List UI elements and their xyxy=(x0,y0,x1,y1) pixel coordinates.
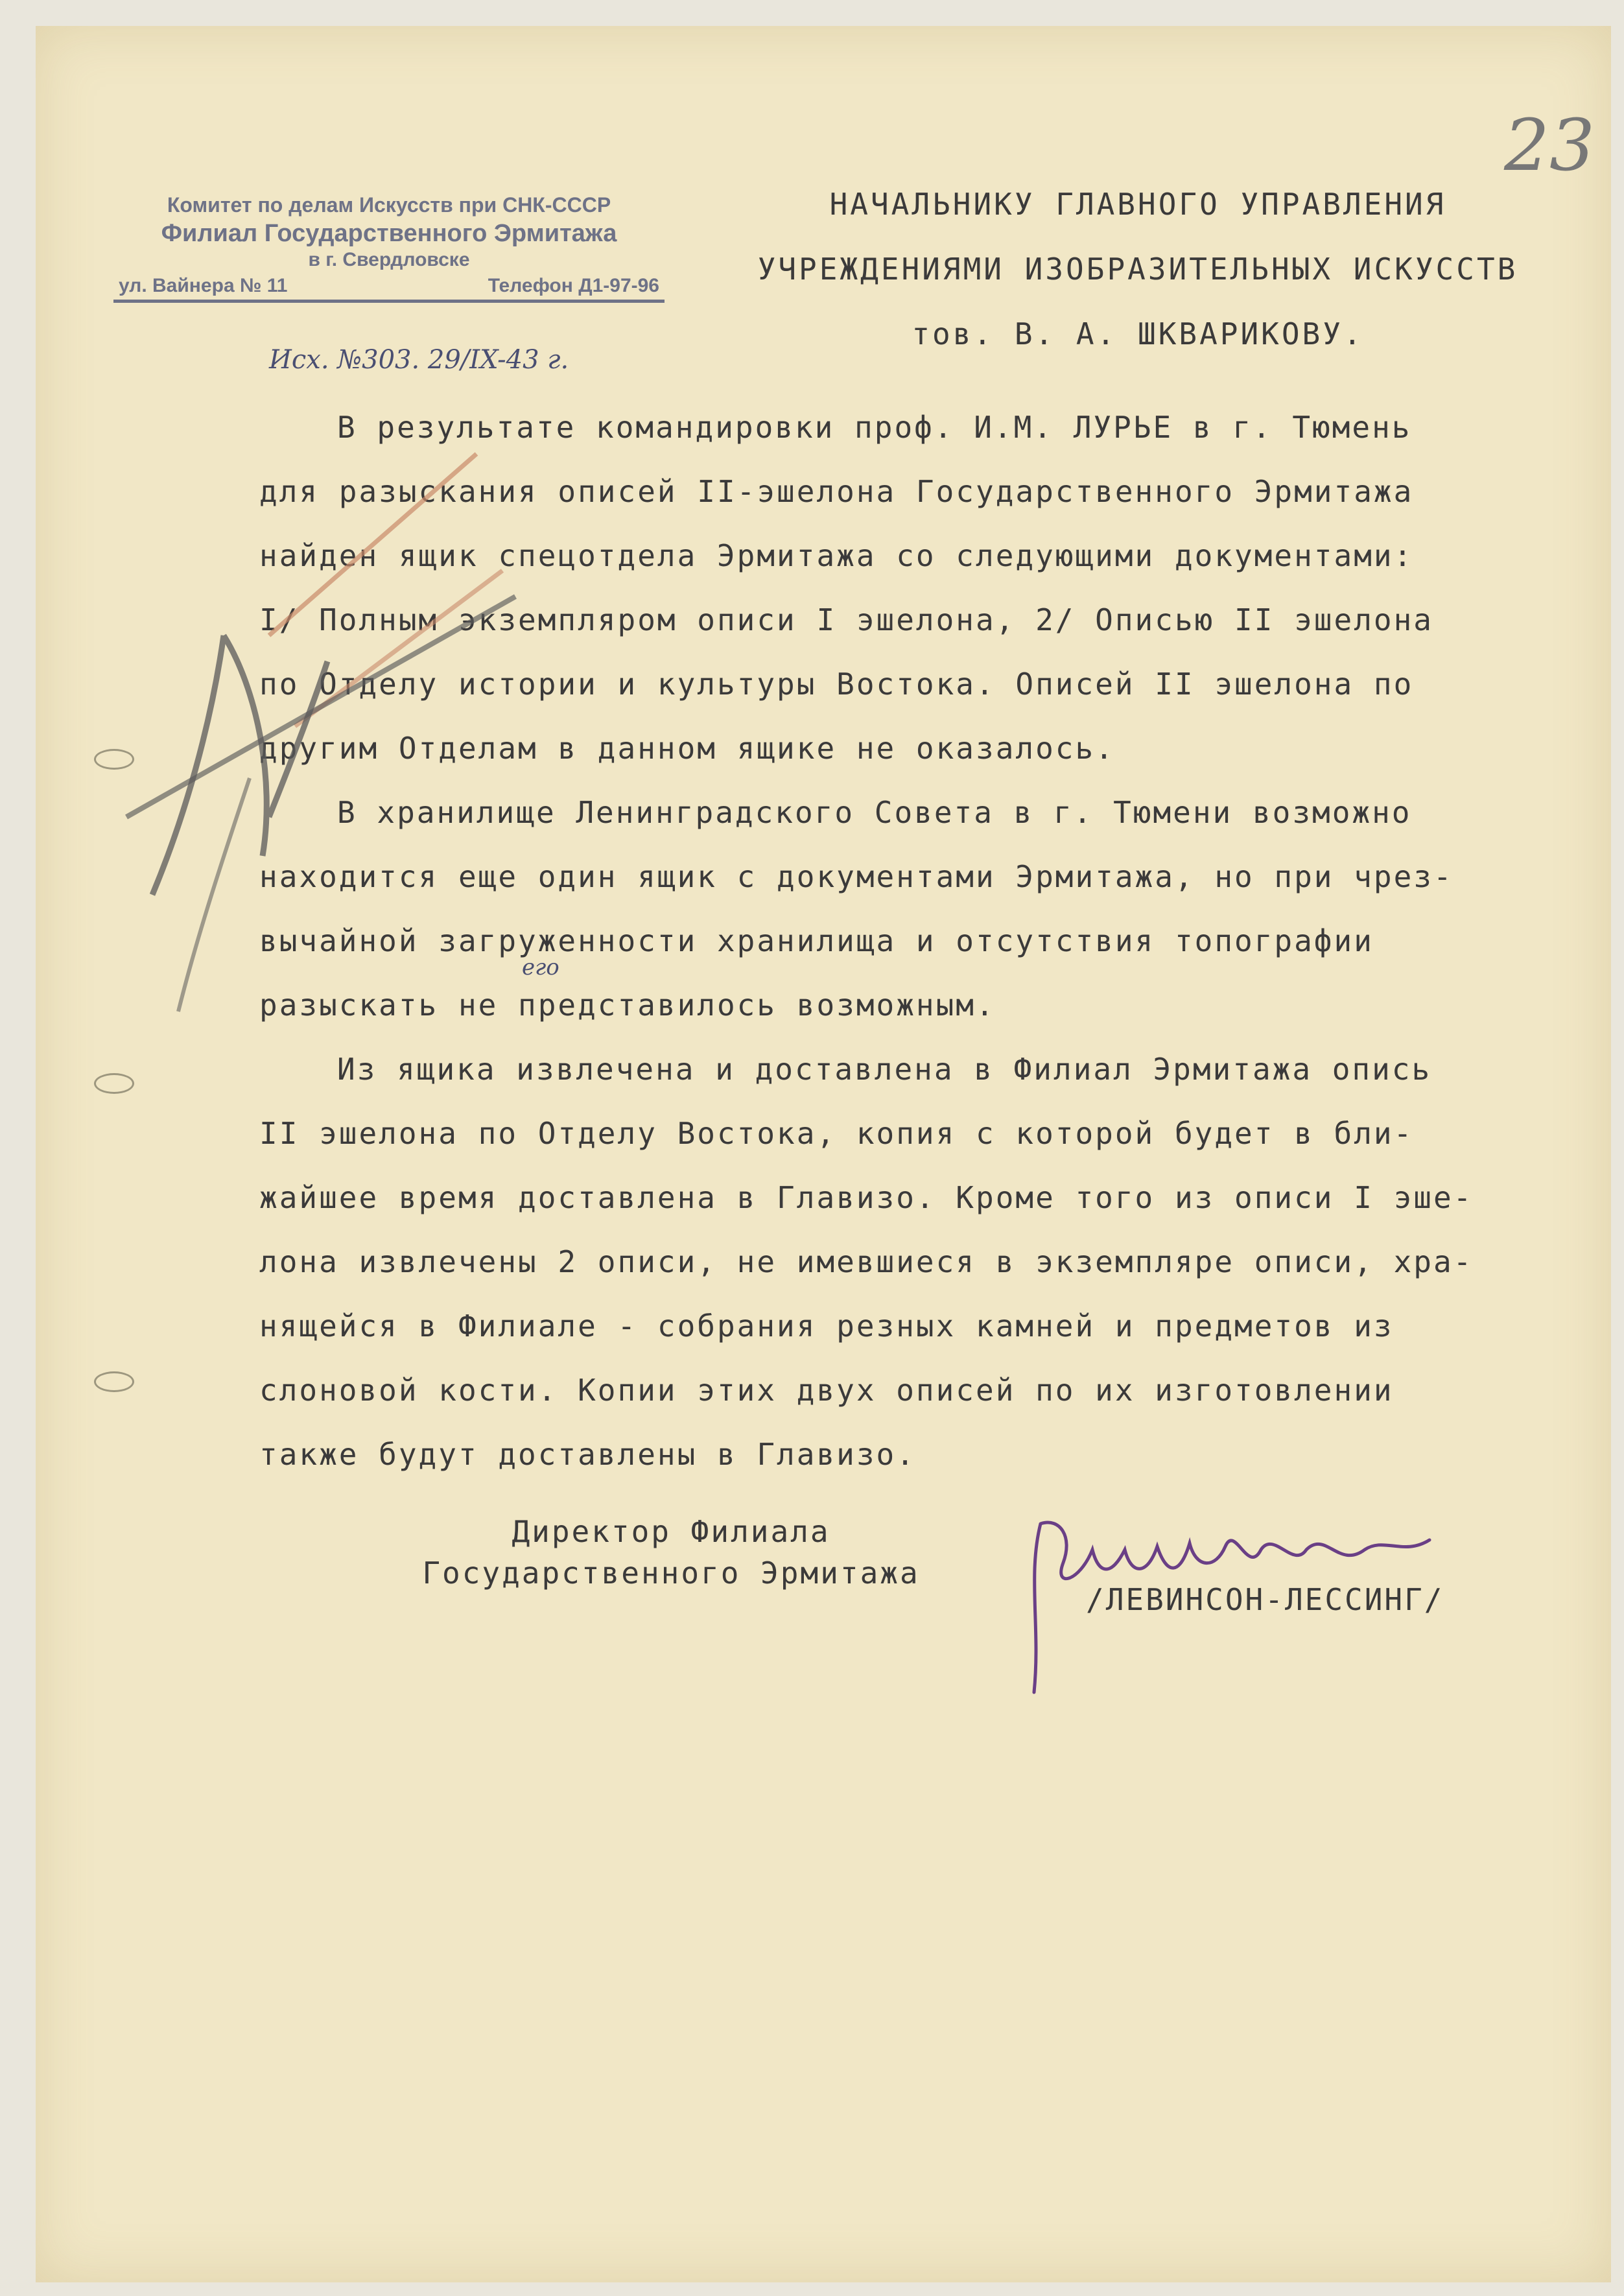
body-line: слоновой кости. Копии этих двух описей по их изготовлении xyxy=(259,1373,1394,1408)
letterhead-rule xyxy=(113,300,665,303)
body-line: II эшелона по Отделу Востока, копия с которой будет в бли- xyxy=(259,1116,1414,1151)
body-line: для разыскания описей II-эшелона Государственного Эрмитажа xyxy=(259,474,1414,509)
punch-hole xyxy=(94,749,134,770)
body-line: другим Отделам в данном ящике не оказалось. xyxy=(259,731,1115,766)
addressee-block xyxy=(684,172,1592,366)
punch-hole xyxy=(94,1371,134,1392)
body-line: В хранилище Ленинградского Совета в г. Тюмени возможно xyxy=(337,795,1412,830)
handwritten-signature xyxy=(1002,1478,1455,1712)
closing-org: Государственного Эрмитажа xyxy=(422,1556,920,1591)
body-line: вычайной загруженности хранилища и отсутствия топографии xyxy=(259,923,1374,958)
signature-name: /ЛЕВИНСОН-ЛЕССИНГ/ xyxy=(1086,1582,1444,1617)
body-line: найден ящик спецотдела Эрмитажа со следующими документами: xyxy=(259,538,1414,573)
body-line: В результате командировки проф. И.М. ЛУРЬЕ в г. Тюмень xyxy=(337,410,1412,445)
body-line: I/ Полным экземпляром описи I эшелона, 2/ Описью II эшелона xyxy=(259,602,1433,637)
punch-hole xyxy=(94,1073,134,1094)
letterhead-phone: Телефон Д1-97-96 xyxy=(488,275,659,296)
letterhead-committee: Комитет по делам Искусств при СНК-СССР xyxy=(167,193,611,217)
addressee-line: НАЧАЛЬНИКУ ГЛАВНОГО УПРАВЛЕНИЯ xyxy=(829,187,1446,222)
addressee-line: тов. В. А. ШКВАРИКОВУ. xyxy=(912,316,1364,351)
margin-annotation xyxy=(113,363,567,1141)
letterhead-city: в г. Свердловске xyxy=(308,249,470,270)
document-sheet xyxy=(36,26,1611,2282)
letterhead-address: ул. Вайнера № 11 xyxy=(119,275,288,296)
letterhead-branch: Филиал Государственного Эрмитажа xyxy=(161,220,617,247)
page-number: 23 xyxy=(1504,104,1595,187)
body-line: по Отделу истории и культуры Востока. Описей II эшелона по xyxy=(259,667,1414,702)
closing-block xyxy=(379,1511,963,1594)
closing-title: Директор Филиала xyxy=(512,1514,830,1549)
letterhead-stamp xyxy=(113,193,665,303)
body-line: находится еще один ящик с документами Эрмитажа, но при чрез- xyxy=(259,859,1453,894)
body-line: лона извлечены 2 описи, не имевшиеся в экземпляре описи, хра- xyxy=(259,1244,1474,1279)
addressee-line: УЧРЕЖДЕНИЯМИ ИЗОБРАЗИТЕЛЬНЫХ ИСКУССТВ xyxy=(757,252,1518,287)
body-line: также будут доставлены в Главизо. xyxy=(259,1437,916,1472)
body-line: разыскать не представилось возможным. xyxy=(259,988,996,1023)
body-line: жайшее время доставлена в Главизо. Кроме того из описи I эше- xyxy=(259,1180,1474,1215)
body-line: Из ящика извлечена и доставлена в Филиал Эрмитажа опись xyxy=(337,1052,1432,1087)
outgoing-number: Исх. №303. 29/IX-43 г. xyxy=(269,345,569,375)
handwritten-insert: его xyxy=(522,954,559,980)
body-line: нящейся в Филиале - собрания резных камней и предметов из xyxy=(259,1308,1394,1343)
